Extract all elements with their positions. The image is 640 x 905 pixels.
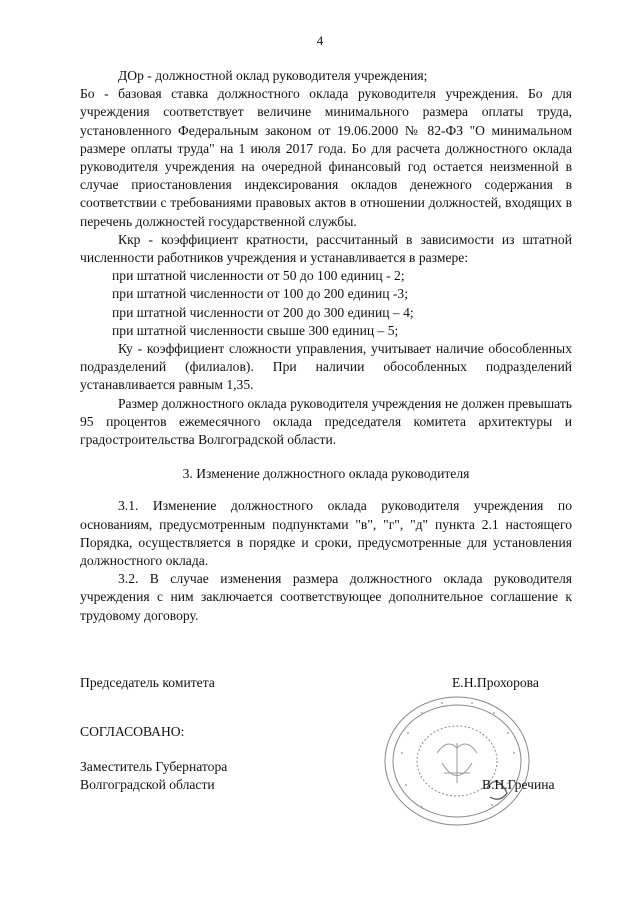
agreed-label: СОГЛАСОВАНО: <box>80 724 185 739</box>
list-item: при штатной численности от 200 до 300 единиц – 4; <box>112 304 414 320</box>
paragraph: Ку - коэффициент сложности управления, учитывает наличие обособленных подразделений (филиалов). При наличии обособленных подразделений устанавливается равным 1,35. <box>80 341 572 393</box>
official-seal-stamp <box>382 693 532 829</box>
paragraph: Ккр - коэффициент кратности, рассчитанный в зависимости из штатной численности работников учреждения и устанавливается в размере: <box>80 231 572 266</box>
deputy-title-line2: Волгоградской области <box>80 777 215 792</box>
section-heading: 3. Изменение должностного оклада руководителя <box>182 466 470 482</box>
paragraph: Размер должностного оклада руководителя учреждения не должен превышать 95 процентов ежемесячного оклада председателя комитета архитектуры и градостроительства Волгоградской области. <box>80 395 572 448</box>
list-item: при штатной численности свыше 300 единиц – 5; <box>112 322 399 338</box>
deputy-name: В.Н.Гречина <box>482 777 555 792</box>
chairman-name: Е.Н.Прохорова <box>452 675 539 690</box>
deputy-title-line1: Заместитель Губернатора <box>80 759 228 774</box>
chairman-title: Председатель комитета <box>80 675 215 690</box>
paragraph: 3.2. В случае изменения размера должностного оклада руководителя учреждения с ним заключается соответствующее дополнительное соглашение к трудовому договору. <box>80 571 572 623</box>
paragraph: Бо - базовая ставка должностного оклада руководителя учреждения. Бо для учреждения соответствует величине минимального размера оплаты труда, установленного Федеральным законом от 19.06.2000 № 82-ФЗ "О минимальном размере оплаты труда" на 1 июля 2017 года. Бо для расчета должностного оклада руководителя учреждения на очередной финансовый год остается неизменной в случае приостановления индексирования окладов денежного содержания в соответствии с требованиями правовых актов в отношении должностей, входящих в перечень должностей государственной службы. <box>80 86 572 229</box>
page-number: 4 <box>316 33 324 48</box>
paragraph: ДОр - должностной оклад руководителя учреждения; <box>118 68 428 83</box>
list-item: при штатной численности от 50 до 100 единиц - 2; <box>112 268 405 284</box>
document-body <box>80 67 572 625</box>
list-item: при штатной численности от 100 до 200 единиц -3; <box>112 286 408 302</box>
paragraph: 3.1. Изменение должностного оклада руководителя учреждения по основаниям, предусмотренным подпунктами "в", "г", "д" пункта 2.1 настоящего Порядка, осуществляется в порядке и сроки, предусмотренные для установления должностного оклада. <box>80 498 572 569</box>
